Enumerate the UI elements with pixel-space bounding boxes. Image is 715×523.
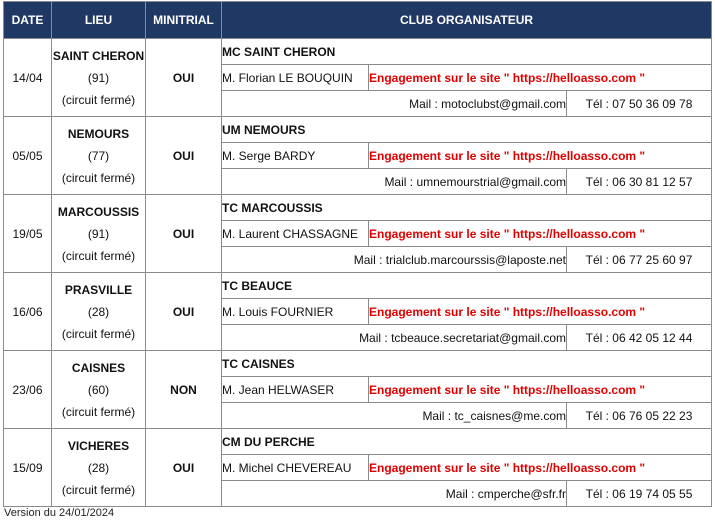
registration-note: Engagement sur le site " https://helloasso.com " xyxy=(369,377,712,403)
minitrial-value: OUI xyxy=(146,273,222,351)
header-date: DATE xyxy=(4,2,52,39)
club-name: UM NEMOURS xyxy=(222,117,712,143)
event-row xyxy=(4,273,712,299)
location-town: VICHERES xyxy=(67,438,130,453)
events-schedule-table xyxy=(3,1,712,507)
registration-note: Engagement sur le site " https://helloasso.com " xyxy=(369,221,712,247)
location-department: (91) xyxy=(87,226,110,241)
event-location xyxy=(52,117,146,195)
event-row xyxy=(4,39,712,65)
contact-email: Mail : tc_caisnes@me.com xyxy=(222,403,567,429)
location-town: PRASVILLE xyxy=(64,282,133,297)
contact-person: M. Laurent CHASSAGNE xyxy=(222,221,369,247)
location-town: MARCOUSSIS xyxy=(57,204,140,219)
event-date: 05/05 xyxy=(4,117,52,195)
event-date: 19/05 xyxy=(4,195,52,273)
header-club-organisateur: CLUB ORGANISATEUR xyxy=(222,2,712,39)
location-department: (60) xyxy=(87,382,110,397)
club-name: CM DU PERCHE xyxy=(222,429,712,455)
contact-person: M. Louis FOURNIER xyxy=(222,299,369,325)
club-name: TC BEAUCE xyxy=(222,273,712,299)
event-location xyxy=(52,195,146,273)
event-location xyxy=(52,39,146,117)
contact-person: M. Florian LE BOUQUIN xyxy=(222,65,369,91)
header-minitrial: MINITRIAL xyxy=(146,2,222,39)
location-department: (91) xyxy=(87,70,110,85)
contact-phone: Tél : 06 76 05 22 23 xyxy=(567,403,712,429)
contact-email: Mail : trialclub.marcourssis@laposte.net xyxy=(222,247,567,273)
table-header-row xyxy=(4,2,712,39)
event-row xyxy=(4,429,712,455)
location-circuit: (circuit fermé) xyxy=(61,92,136,107)
minitrial-value: OUI xyxy=(146,195,222,273)
event-date: 16/06 xyxy=(4,273,52,351)
club-name: MC SAINT CHERON xyxy=(222,39,712,65)
contact-phone: Tél : 06 42 05 12 44 xyxy=(567,325,712,351)
contact-person: M. Jean HELWASER xyxy=(222,377,369,403)
contact-phone: Tél : 06 19 74 05 55 xyxy=(567,481,712,507)
location-town: CAISNES xyxy=(71,360,126,375)
contact-email: Mail : cmperche@sfr.fr xyxy=(222,481,567,507)
location-town: NEMOURS xyxy=(67,126,130,141)
contact-email: Mail : motoclubst@gmail.com xyxy=(222,91,567,117)
club-name: TC CAISNES xyxy=(222,351,712,377)
contact-phone: Tél : 06 77 25 60 97 xyxy=(567,247,712,273)
contact-email: Mail : tcbeauce.secretariat@gmail.com xyxy=(222,325,567,351)
event-location xyxy=(52,273,146,351)
event-row xyxy=(4,351,712,377)
location-circuit: (circuit fermé) xyxy=(61,404,136,419)
event-location xyxy=(52,351,146,429)
registration-note: Engagement sur le site " https://helloasso.com " xyxy=(369,299,712,325)
location-department: (28) xyxy=(87,304,110,319)
location-department: (77) xyxy=(87,148,110,163)
registration-note: Engagement sur le site " https://helloasso.com " xyxy=(369,65,712,91)
table-body xyxy=(4,39,712,507)
event-location xyxy=(52,429,146,507)
location-circuit: (circuit fermé) xyxy=(61,482,136,497)
minitrial-value: OUI xyxy=(146,429,222,507)
event-date: 23/06 xyxy=(4,351,52,429)
header-lieu: LIEU xyxy=(52,2,146,39)
minitrial-value: OUI xyxy=(146,39,222,117)
registration-note: Engagement sur le site " https://helloasso.com " xyxy=(369,143,712,169)
event-date: 14/04 xyxy=(4,39,52,117)
minitrial-value: NON xyxy=(146,351,222,429)
event-row xyxy=(4,117,712,143)
location-circuit: (circuit fermé) xyxy=(61,248,136,263)
contact-person: M. Serge BARDY xyxy=(222,143,369,169)
version-note: Version du 24/01/2024 xyxy=(4,507,115,519)
location-circuit: (circuit fermé) xyxy=(61,170,136,185)
location-circuit: (circuit fermé) xyxy=(61,326,136,341)
contact-phone: Tél : 06 30 81 12 57 xyxy=(567,169,712,195)
contact-phone: Tél : 07 50 36 09 78 xyxy=(567,91,712,117)
club-name: TC MARCOUSSIS xyxy=(222,195,712,221)
location-department: (28) xyxy=(87,460,110,475)
location-town: SAINT CHERON xyxy=(52,48,145,63)
registration-note: Engagement sur le site " https://helloasso.com " xyxy=(369,455,712,481)
event-row xyxy=(4,195,712,221)
event-date: 15/09 xyxy=(4,429,52,507)
contact-person: M. Michel CHEVEREAU xyxy=(222,455,369,481)
contact-email: Mail : umnemourstrial@gmail.com xyxy=(222,169,567,195)
minitrial-value: OUI xyxy=(146,117,222,195)
